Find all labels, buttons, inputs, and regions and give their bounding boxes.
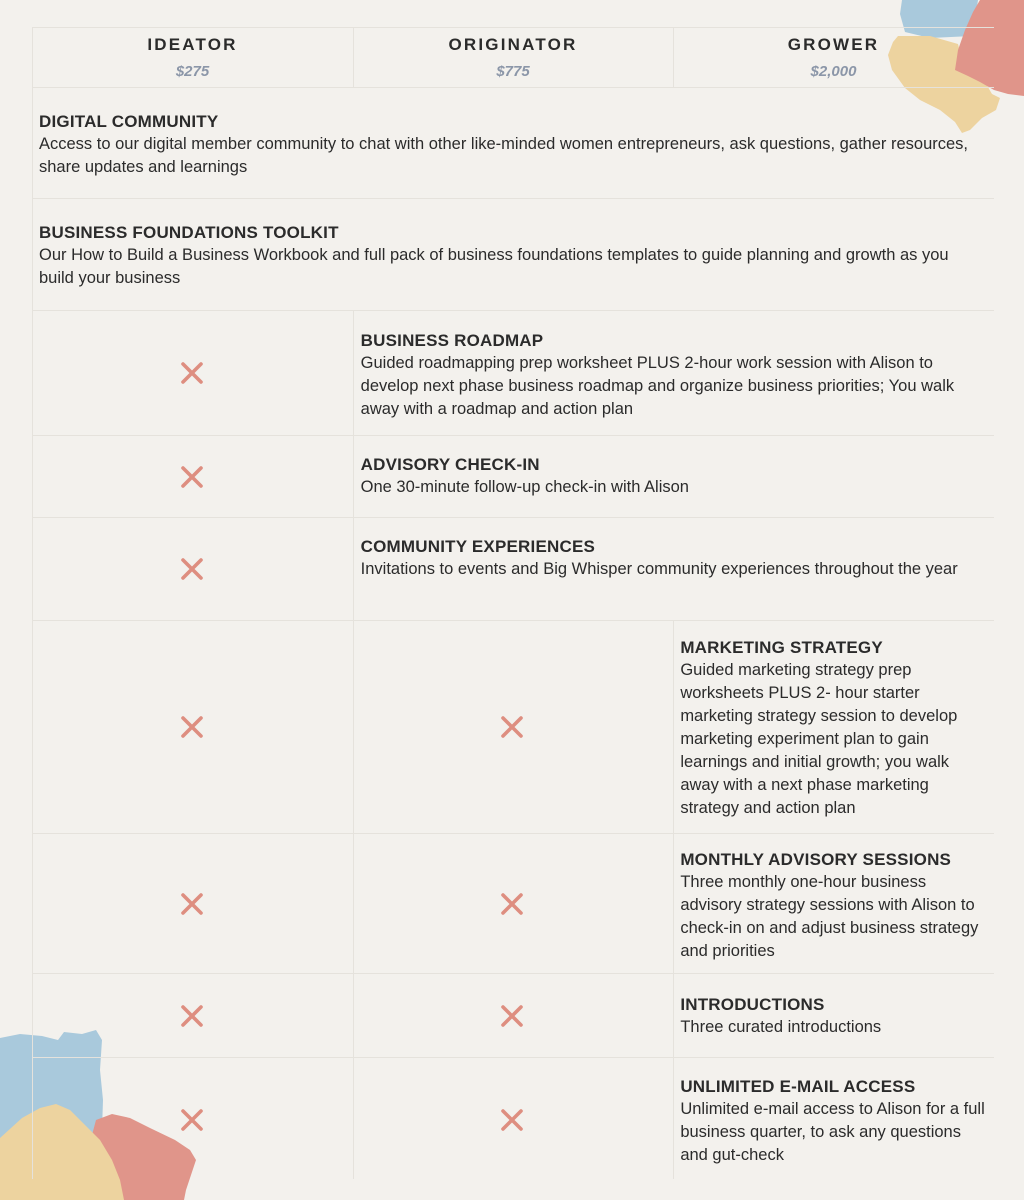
feature-title: MARKETING STRATEGY bbox=[680, 638, 883, 657]
not-included-ideator bbox=[32, 974, 353, 1057]
feature-title: DIGITAL COMMUNITY bbox=[39, 112, 219, 131]
feature-description: One 30-minute follow-up check-in with Alison bbox=[360, 478, 689, 496]
close-x-icon bbox=[180, 465, 204, 489]
feature-row-business-roadmap bbox=[32, 311, 994, 436]
feature-description: Guided marketing strategy prep worksheets PLUS 2- hour starter marketing strategy session to develop marketing experiment plan to gain learnings and initial growth; you walk away with a next phase marketing strategy and action plan bbox=[680, 661, 958, 817]
feature-description: Three curated introductions bbox=[680, 1018, 882, 1036]
feature-title: COMMUNITY EXPERIENCES bbox=[360, 537, 596, 556]
feature-row-introductions bbox=[32, 974, 994, 1058]
feature-row-advisory-check-in bbox=[32, 436, 994, 518]
tier-price: $275 bbox=[175, 63, 210, 80]
close-x-icon bbox=[180, 715, 204, 739]
feature-title: MONTHLY ADVISORY SESSIONS bbox=[680, 850, 952, 869]
feature-title: BUSINESS FOUNDATIONS TOOLKIT bbox=[39, 223, 339, 242]
feature-cell bbox=[672, 834, 994, 973]
feature-cell bbox=[32, 199, 994, 310]
feature-cell bbox=[672, 621, 994, 833]
not-included-originator bbox=[353, 1058, 673, 1182]
feature-cell bbox=[32, 88, 994, 198]
tier-header-originator bbox=[353, 28, 673, 87]
tier-price: $2,000 bbox=[810, 63, 857, 80]
feature-row-unlimited-email-access bbox=[32, 1058, 994, 1182]
feature-description: Invitations to events and Big Whisper community experiences throughout the year bbox=[360, 560, 958, 578]
close-x-icon bbox=[500, 715, 524, 739]
close-x-icon bbox=[180, 1004, 204, 1028]
feature-title: INTRODUCTIONS bbox=[680, 995, 825, 1014]
feature-row-digital-community bbox=[32, 88, 994, 199]
close-x-icon bbox=[180, 1108, 204, 1132]
tier-name: IDEATOR bbox=[147, 35, 238, 54]
feature-description: Unlimited e-mail access to Alison for a full business quarter, to ask any questions and gut-check bbox=[680, 1100, 985, 1164]
feature-row-marketing-strategy bbox=[32, 621, 994, 834]
not-included-ideator bbox=[32, 1058, 353, 1182]
feature-title: ADVISORY CHECK-IN bbox=[360, 455, 540, 474]
feature-description: Three monthly one-hour business advisory strategy sessions with Alison to check-in on and adjust business strategy and priorities bbox=[680, 873, 979, 960]
not-included-ideator bbox=[32, 436, 353, 517]
not-included-originator bbox=[353, 974, 673, 1057]
tier-header-grower bbox=[673, 28, 994, 87]
not-included-originator bbox=[353, 834, 673, 973]
feature-row-community-experiences bbox=[32, 518, 994, 621]
feature-description: Our How to Build a Business Workbook and full pack of business foundations templates to guide planning and growth as you build your business bbox=[39, 246, 949, 287]
feature-row-business-foundations-toolkit bbox=[32, 199, 994, 311]
feature-cell bbox=[353, 436, 994, 517]
close-x-icon bbox=[180, 892, 204, 916]
close-x-icon bbox=[180, 557, 204, 581]
close-x-icon bbox=[500, 1108, 524, 1132]
tier-header-row bbox=[32, 27, 994, 88]
close-x-icon bbox=[500, 892, 524, 916]
feature-description: Guided roadmapping prep worksheet PLUS 2-hour work session with Alison to develop next phase business roadmap and organize business priorities; You walk away with a roadmap and action plan bbox=[360, 354, 955, 418]
tier-price: $775 bbox=[496, 63, 530, 80]
feature-cell bbox=[672, 1058, 994, 1182]
feature-cell bbox=[353, 311, 994, 435]
feature-cell bbox=[353, 518, 994, 620]
not-included-ideator bbox=[32, 518, 353, 620]
feature-cell bbox=[672, 974, 994, 1057]
pricing-comparison-table bbox=[32, 27, 994, 1182]
feature-title: UNLIMITED E-MAIL ACCESS bbox=[680, 1077, 916, 1096]
feature-row-monthly-advisory-sessions bbox=[32, 834, 994, 974]
feature-title: BUSINESS ROADMAP bbox=[360, 331, 544, 350]
feature-description: Access to our digital member community to chat with other like-minded women entrepreneurs, ask questions, gather resources, share updates and learnings bbox=[39, 135, 969, 176]
not-included-ideator bbox=[32, 834, 353, 973]
tier-header-ideator bbox=[32, 28, 353, 87]
not-included-originator bbox=[353, 621, 673, 833]
close-x-icon bbox=[180, 361, 204, 385]
tier-name: ORIGINATOR bbox=[448, 35, 578, 54]
not-included-ideator bbox=[32, 311, 353, 435]
close-x-icon bbox=[500, 1004, 524, 1028]
tier-name: GROWER bbox=[787, 35, 880, 54]
not-included-ideator bbox=[32, 621, 353, 833]
